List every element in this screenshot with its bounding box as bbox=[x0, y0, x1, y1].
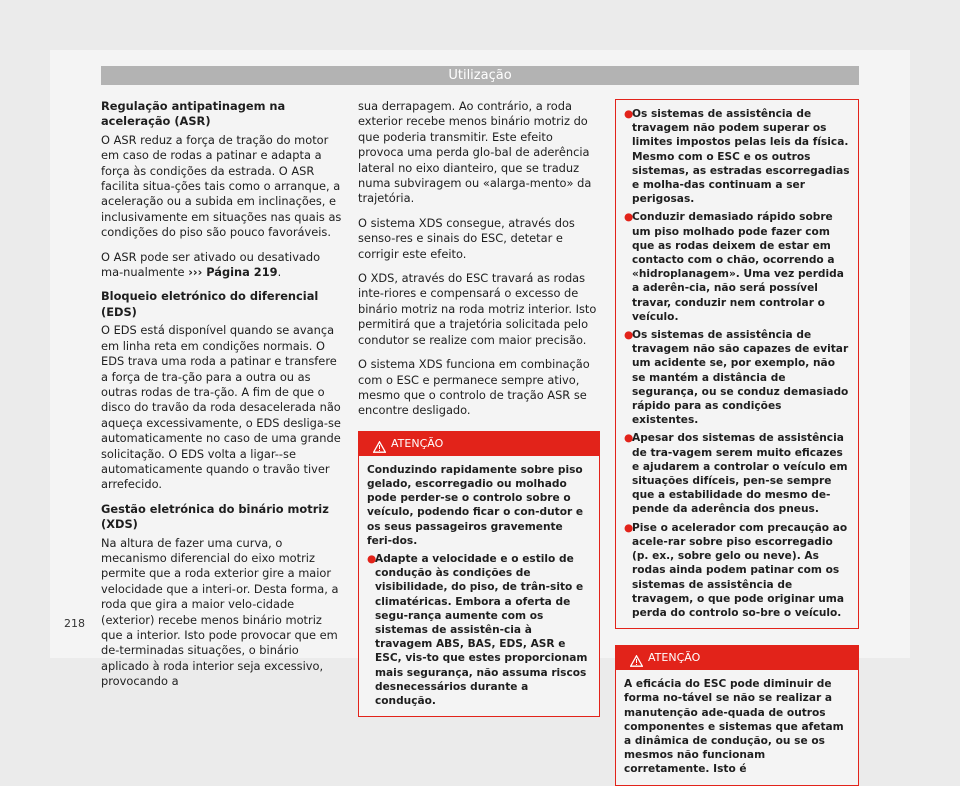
warning-box bbox=[615, 645, 859, 785]
column-right bbox=[615, 99, 859, 786]
bullet-dot-icon: ● bbox=[624, 211, 634, 224]
list-item bbox=[624, 431, 850, 516]
column-left bbox=[101, 99, 343, 699]
heading-eds: Bloqueio eletrónico do diferencial (EDS) bbox=[101, 289, 319, 319]
list-item bbox=[624, 107, 850, 206]
warning-body bbox=[359, 456, 599, 716]
paragraph-xds: Na altura de fazer uma curva, o mecanismo diferencial do eixo motriz permite que a roda exterior gire a maior velocidade que a interi-or. Desta forma, a roda que gira a maior velo-cidade (exterior) recebe menos binário motriz que a interior. Isto pode provocar que em de-terminadas situações, o binário aplicado à roda interior seja excessivo, provocando a bbox=[101, 535, 339, 689]
warning-intro: Conduzindo rapidamente sobre piso gelado, escorregadio ou molhado pode perder-se o controlo sobre o veículo, podendo ficar o con-dutor e os seus passageiros gravemente feri-dos. bbox=[367, 463, 584, 547]
warning-bullet-text: Adapte a velocidade e o estilo de condução às condições de visibilidade, do piso, de trân-sito e climatéricas. Embora a oferta de segu-rança aumente com os sistemas de assistên-cia à travagem ABS, BAS, EDS, ASR e ESC, vis-to que estes proporcionam mais segurança, não assuma riscos desnecessários durante a condução. bbox=[375, 552, 588, 707]
warning-box bbox=[358, 431, 600, 717]
list-item-text: Apesar dos sistemas de assistência de tra-vagem serem muito eficazes e ajudarem a controlar o veículo em situações difíceis, pen-se sempre que a estabilidade do mesmo de-pende da aderência dos pneus. bbox=[632, 432, 848, 516]
list-item-text: Pise o acelerador com precaução ao acele-rar sobre piso escorregadio (p. ex., sobre gelo ou neve). As rodas ainda podem patinar com os sistemas de assistência de travagem, o que pode originar uma perda do controlo so-bre o veículo. bbox=[632, 521, 848, 619]
asr-toggle-text: O ASR pode ser ativado ou desativado ma-nualmente bbox=[101, 249, 321, 280]
column-middle bbox=[358, 99, 600, 717]
list-item bbox=[624, 521, 850, 620]
paragraph-asr-description: O ASR reduz a força de tração do motor em caso de rodas a patinar e adapta a força às condições da estrada. O ASR facilita situa-ções tais como o arranque, a aceleração ou a subida em inclinações, e inclusivamente em situações nas quais as condições do piso são pouco favoráveis. bbox=[101, 132, 342, 240]
bullet-dot-icon: ● bbox=[624, 432, 634, 445]
warning-bullet bbox=[367, 552, 591, 708]
asr-toggle-end: . bbox=[277, 265, 282, 280]
warning-body: A eficácia do ESC pode diminuir de forma no-tável se não se realizar a manutenção ade-quada de outros componentes e sistemas que afetam a dinâmica de condução, ou se os mesmos não funcionam corretamente. Isto é bbox=[624, 678, 844, 776]
paragraph-xds-braking: O XDS, através do ESC travará as rodas inte-riores e compensará o excesso de binário motriz na roda motriz interior. Isto permitirá que a trajetória solicitada pelo condutor se realize com maior precisão. bbox=[358, 271, 597, 347]
list-item bbox=[624, 328, 850, 427]
paragraph-eds: O EDS está disponível quando se avança em linha reta em condições normais. O EDS trava uma roda a patinar e transfere a força de tra-ção para a outra ou as outras rodas de tra-ção. A fim de que o disco do travão da roda desacelerada não aqueça excessivamente, o EDS desliga-se automaticamente no caso de uma grande solicitação. O EDS volta a ligar--se automaticamente quando o travão tiver arrefecido. bbox=[101, 323, 341, 492]
bullet-dot-icon: ● bbox=[624, 108, 634, 120]
list-item-text: Os sistemas de assistência de travagem não podem superar os limites impostos pelas leis da física. Mesmo com o ESC e os outros sistemas, as estradas escorregadias e molha-das continuam a ser perigosas. bbox=[632, 108, 850, 206]
list-item-text: Conduzir demasiado rápido sobre um piso molhado pode fazer com que as rodas deixem de estar em contacto com o chão, ocorrendo a «hidroplanagem». Uma vez perdida a aderên-cia, não será possível travar, conduzir nem controlar o veículo. bbox=[632, 211, 844, 323]
bullet-dot-icon: ● bbox=[624, 521, 634, 534]
section-header: Utilização bbox=[101, 66, 859, 85]
paragraph-xds-cont: sua derrapagem. Ao contrário, a roda exterior recebe menos binário motriz do que poderia transmitir. Este efeito provoca uma perda glo-bal de aderência lateral no eixo dianteiro, que se traduz numa subviragem ou «alarga-mento» da trajetória. bbox=[358, 99, 592, 206]
warning-continued-box bbox=[615, 99, 859, 629]
warning-icon bbox=[630, 652, 643, 676]
bullet-dot-icon: ● bbox=[367, 552, 377, 565]
paragraph-xds-sensors: O sistema XDS consegue, através dos senso-res e sinais do ESC, detetar e corrigir este efeito. bbox=[358, 215, 575, 261]
paragraph-asr-toggle bbox=[101, 250, 343, 281]
warning-header bbox=[616, 646, 858, 670]
warning-header bbox=[359, 432, 599, 456]
page-number: 218 bbox=[64, 617, 85, 630]
warning-icon bbox=[373, 438, 386, 462]
page-reference-link[interactable]: ››› Página 219 bbox=[188, 265, 278, 280]
warning-label: ATENÇÃO bbox=[391, 436, 444, 450]
list-item bbox=[624, 210, 850, 324]
heading-xds: Gestão eletrónica do binário motriz (XDS) bbox=[101, 501, 329, 532]
heading-asr: Regulação antipatinagem na aceleração (ASR) bbox=[101, 99, 286, 129]
paragraph-xds-esc: O sistema XDS funciona em combinação com o ESC e permanece sempre ativo, mesmo que o controlo de tração ASR se encontre desligado. bbox=[358, 357, 590, 418]
bullet-dot-icon: ● bbox=[624, 329, 634, 342]
list-item-text: Os sistemas de assistência de travagem não são capazes de evitar um acidente se, por exemplo, não se mantém a distância de segurança, ou se conduz demasiado rápido para as condições existentes. bbox=[632, 329, 849, 427]
warning-label: ATENÇÃO bbox=[648, 651, 701, 665]
